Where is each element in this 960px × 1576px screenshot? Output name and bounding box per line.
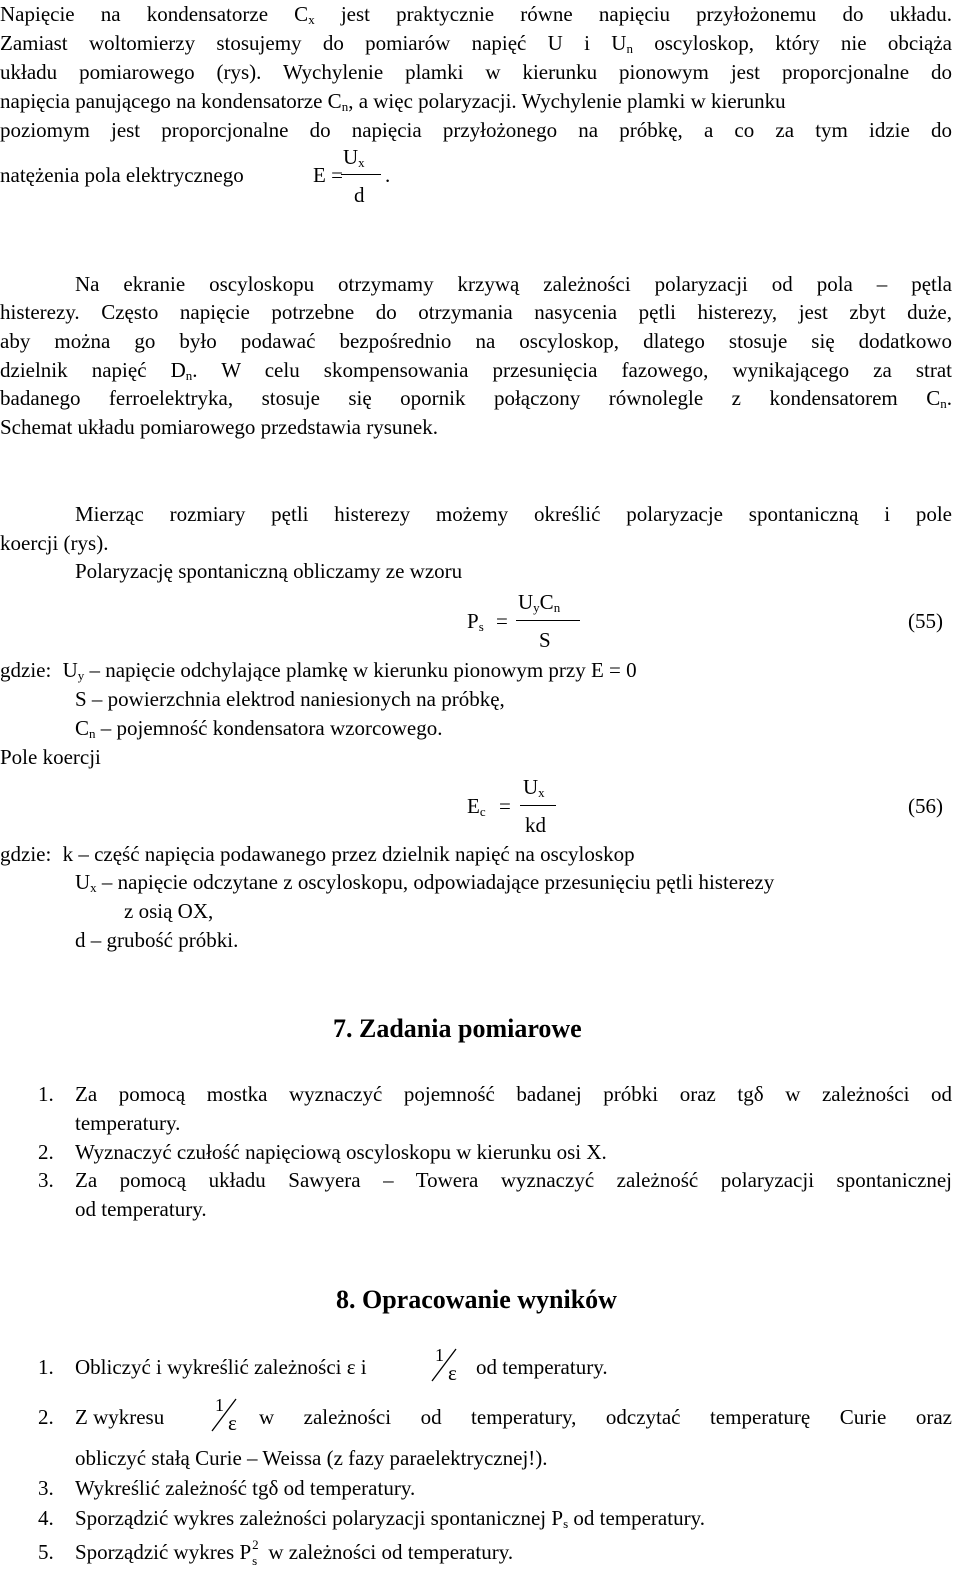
para3-line2: koercji (rys). xyxy=(0,531,109,555)
eq56-numerator: $U_x$ xyxy=(523,775,545,800)
para1-line1: Napięcie na kondensatorze $C_x$ jest praktycznie równe napięciu przyłożonemu do układu. xyxy=(0,2,953,27)
sec8-item2-line2: obliczyć stałą Curie – Weissa (z fazy paraelektrycznej!). xyxy=(75,1446,548,1470)
eq55-bar xyxy=(516,620,580,621)
para2-line4: dzielnik napięć $D_n$. W celu skompensowania przesunięcia fazowego, wynikającego za strat xyxy=(0,358,953,383)
sec8-item1-tail: od temperatury. xyxy=(476,1355,608,1379)
sec8-item2-fraction: 1 ε xyxy=(206,1397,250,1433)
eq55-equals: = xyxy=(496,609,508,633)
sec8-item1-fraction: 1 ε xyxy=(426,1347,470,1383)
para2-line1: Na ekranie oscyloskopu otrzymamy krzywą zależności polaryzacji od pola – pętla xyxy=(75,272,952,296)
para3-line3: Polaryzację spontaniczną obliczamy ze wzoru xyxy=(75,559,463,583)
where1-line2: S – powierzchnia elektrod naniesionych na próbkę, xyxy=(75,687,505,711)
para2-line5: badanego ferroelektryka, stosuje się opornik połączony równolegle z kondensatorem $C_n$. xyxy=(0,386,952,411)
coercion-label: Pole koercji xyxy=(0,745,101,769)
sec7-item1-line1: Za pomocą mostka wyznaczyć pojemność badanej próbki oraz tgδ w zależności od xyxy=(75,1082,952,1106)
para2-line6: Schemat układu pomiarowego przedstawia rysunek. xyxy=(0,415,438,439)
where2-line4: d – grubość próbki. xyxy=(75,928,239,952)
eq56-denominator: kd xyxy=(525,813,546,837)
where1-line1: gdzie: $U_y$ – napięcie odchylające plamkę w kierunku pionowym przy E = 0 xyxy=(0,658,637,683)
sec7-item3-number: 3. xyxy=(38,1168,54,1192)
eq56-equals: = xyxy=(499,794,511,818)
eq55-lhs: $P_s$ xyxy=(467,609,484,634)
sec8-item2-number: 2. xyxy=(38,1405,54,1429)
para3-line1: Mierząc rozmiary pętli histerezy możemy określić polaryzacje spontaniczną i pole xyxy=(75,502,952,526)
sec8-item5: Sporządzić wykres P 2 s w zależności od temperatury. xyxy=(75,1537,514,1568)
field-formula-period: . xyxy=(385,163,391,187)
eq56-lhs: $E_c$ xyxy=(467,794,486,819)
where2-line1: gdzie: k – część napięcia podawanego przez dzielnik napięć na oscyloskop xyxy=(0,842,635,866)
section8-title: 8. Opracowanie wyników xyxy=(336,1285,617,1314)
para1-line3: układu pomiarowego (rys). Wychylenie plamki w kierunku pionowym jest proporcjonalne do xyxy=(0,60,952,84)
sec7-item3-line1: Za pomocą układu Sawyera – Towera wyznaczyć zależność polaryzacji spontanicznej xyxy=(75,1168,952,1192)
eq56-bar xyxy=(520,805,556,806)
sec7-item2-number: 2. xyxy=(38,1140,54,1164)
sec8-item3-number: 3. xyxy=(38,1476,54,1500)
field-formula-lhs: E = xyxy=(313,163,343,187)
section7-title: 7. Zadania pomiarowe xyxy=(333,1014,582,1043)
sec7-item2: Wyznaczyć czułość napięciową oscyloskopu w kierunku osi X. xyxy=(75,1140,607,1164)
sec8-item3: Wykreślić zależność tgδ od temperatury. xyxy=(75,1476,416,1500)
where2-line3: z osią OX, xyxy=(124,899,214,923)
sec8-item4: Sporządzić wykres zależności polaryzacji spontanicznej $P_s$ od temperatury. xyxy=(75,1506,705,1531)
para1-line2: Zamiast woltomierzy stosujemy do pomiarów napięć U i $U_n$ oscyloskop, który nie obciąża xyxy=(0,31,952,56)
field-formula-numerator: $U_x$ xyxy=(343,145,365,170)
sec8-item4-number: 4. xyxy=(38,1506,54,1530)
eq55-label: (55) xyxy=(908,609,943,633)
sec8-item2-tail: w zależności od temperatury, odczytać temperaturę Curie oraz xyxy=(259,1405,952,1429)
para1-line4: napięcia panującego na kondensatorze $C_n$, a więc polaryzacji. Wychylenie plamki w kierunku xyxy=(0,89,786,114)
para1-line5: poziomym jest proporcjonalne do napięcia przyłożonego na próbkę, a co za tym idzie do xyxy=(0,118,952,142)
sec7-item1-line2: temperatury. xyxy=(75,1111,181,1135)
sec7-item1-number: 1. xyxy=(38,1082,54,1106)
para2-line2: histerezy. Często napięcie potrzebne do otrzymania nasycenia pętli histerezy, jest zbyt duże, xyxy=(0,300,952,324)
sec7-item3-line2: od temperatury. xyxy=(75,1197,207,1221)
field-formula-bar xyxy=(341,174,381,175)
sec8-item5-number: 5. xyxy=(38,1540,54,1564)
para2-line3: aby można go było podawać bezpośrednio na oscyloskop, dlatego stosuje się dodatkowo xyxy=(0,329,952,353)
eq56-label: (56) xyxy=(908,794,943,818)
eq55-denominator: S xyxy=(539,628,551,652)
para1-line6: natężenia pola elektrycznego xyxy=(0,163,244,187)
where1-line3: $C_n$ – pojemność kondensatora wzorcowego. xyxy=(75,716,443,741)
sec8-item1-text: Obliczyć i wykreślić zależności ε i xyxy=(75,1355,367,1379)
sec8-item1-number: 1. xyxy=(38,1355,54,1379)
eq55-numerator: $U_yC_n$ xyxy=(518,590,561,615)
field-formula-denominator: d xyxy=(354,183,365,207)
sec8-item2-text: Z wykresu xyxy=(75,1405,165,1429)
where2-line2: $U_x$ – napięcie odczytane z oscyloskopu, odpowiadające przesunięciu pętli histerezy xyxy=(75,870,775,895)
